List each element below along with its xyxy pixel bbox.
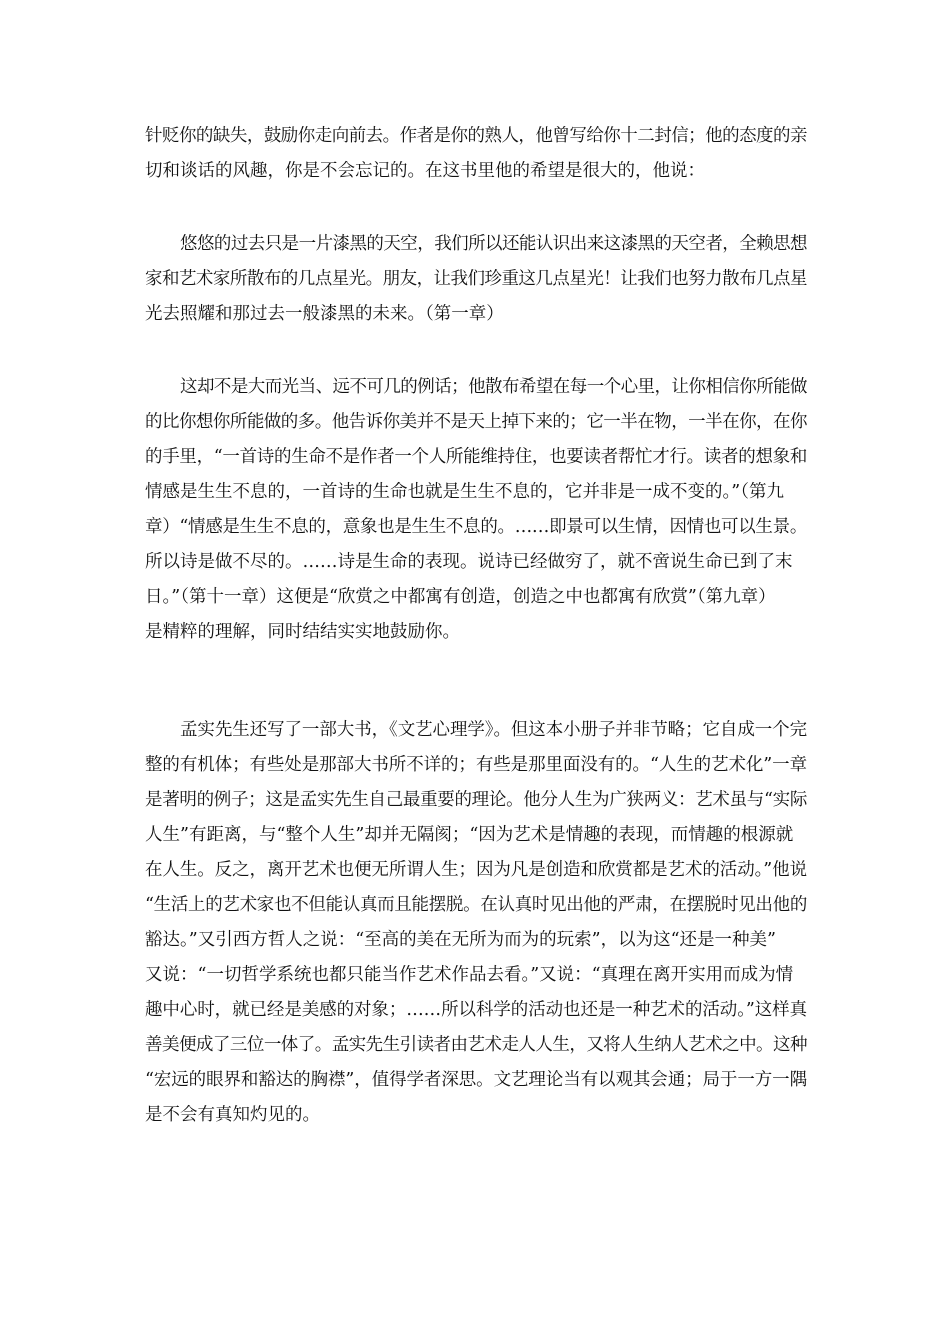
text-line: 家和艺术家所散布的几点星光。朋友，让我们珍重这几点星光！让我们也努力散布几点星 (145, 269, 807, 289)
text-line: 豁达。”又引西方哲人之说：“至高的美在无所为而为的玩索”，以为这“还是一种美” (145, 930, 776, 950)
text-line: 日。”（第十一章）这便是“欣赏之中都寓有创造，创造之中也都寓有欣赏”（第九章） (145, 587, 776, 607)
text-line: 善美便成了三位一体了。孟实先生引读者由艺术走人人生，又将人生纳人艺术之中。这种 (145, 1035, 807, 1055)
text-line: 章）“情感是生生不息的，意象也是生生不息的。……即景可以生情，因情也可以生景。 (145, 517, 808, 537)
text-line: 是精粹的理解，同时结结实实地鼓励你。 (145, 622, 460, 642)
text-line: 的比你想你所能做的多。他告诉你美并不是天上掉下来的；它一半在物，一半在你，在你 (145, 412, 807, 432)
text-line: 是著明的例子；这是孟实先生自己最重要的理论。他分人生为广狭两义：艺术虽与“实际 (145, 790, 808, 810)
text-line: 又说：“一切哲学系统也都只能当作艺术作品去看。”又说：“真理在离开实用而成为情 (145, 965, 794, 985)
paragraph-art-of-life (145, 713, 807, 1133)
paragraph-quote-chapter-one (145, 227, 807, 332)
paragraph-hope-and-appreciation (145, 370, 807, 650)
text-line: 人生”有距离，与“整个人生”却并无隔阂；“因为艺术是情趣的表现，而情趣的根源就 (145, 825, 794, 845)
text-line: 针贬你的缺失，鼓励你走向前去。作者是你的熟人，他曾写给你十二封信；他的态度的亲 (145, 126, 807, 146)
text-line: 切和谈话的风趣，你是不会忘记的。在这书里他的希望是很大的，他说： (145, 161, 705, 181)
text-line: 是不会有真知灼见的。 (145, 1105, 320, 1125)
text-line: 所以诗是做不尽的。……诗是生命的表现。说诗已经做穷了，就不啻说生命已到了末 (145, 552, 793, 572)
text-line: 整的有机体；有些处是那部大书所不详的；有些是那里面没有的。“人生的艺术化”一章 (145, 755, 807, 775)
text-line: 这却不是大而光当、远不可几的例话；他散布希望在每一个心里，让你相信你所能做 (180, 377, 807, 397)
text-line: 孟实先生还写了一部大书，《文艺心理学》。但这本小册子并非节略；它自成一个完 (180, 720, 808, 740)
text-line: “生活上的艺术家也不但能认真而且能摆脱。在认真时见出他的严肃，在摆脱时见出他的 (145, 895, 808, 915)
text-line: 在人生。反之，离开艺术也便无所谓人生；因为凡是创造和欣赏都是艺术的活动。”他说 (145, 860, 807, 880)
text-line: 光去照耀和那过去一般漆黑的未来。（第一章） (145, 304, 504, 324)
text-line: 的手里，“一首诗的生命不是作者一个人所能维持住，也要读者帮忙才行。读者的想象和 (145, 447, 808, 467)
text-line: 悠悠的过去只是一片漆黑的天空，我们所以还能认识出来这漆黑的天空者，全赖思想 (180, 234, 807, 254)
paragraph-intro (145, 119, 807, 189)
text-line: “宏远的眼界和豁达的胸襟”，值得学者深思。文艺理论当有以观其会通；局于一方一隅 (145, 1070, 807, 1090)
text-line: 趣中心时，就已经是美感的对象；……所以科学的活动也还是一种艺术的活动。”这样真 (145, 1000, 807, 1020)
text-line: 情感是生生不息的，一首诗的生命也就是生生不息的，它并非是一成不变的。”（第九 (145, 482, 784, 502)
